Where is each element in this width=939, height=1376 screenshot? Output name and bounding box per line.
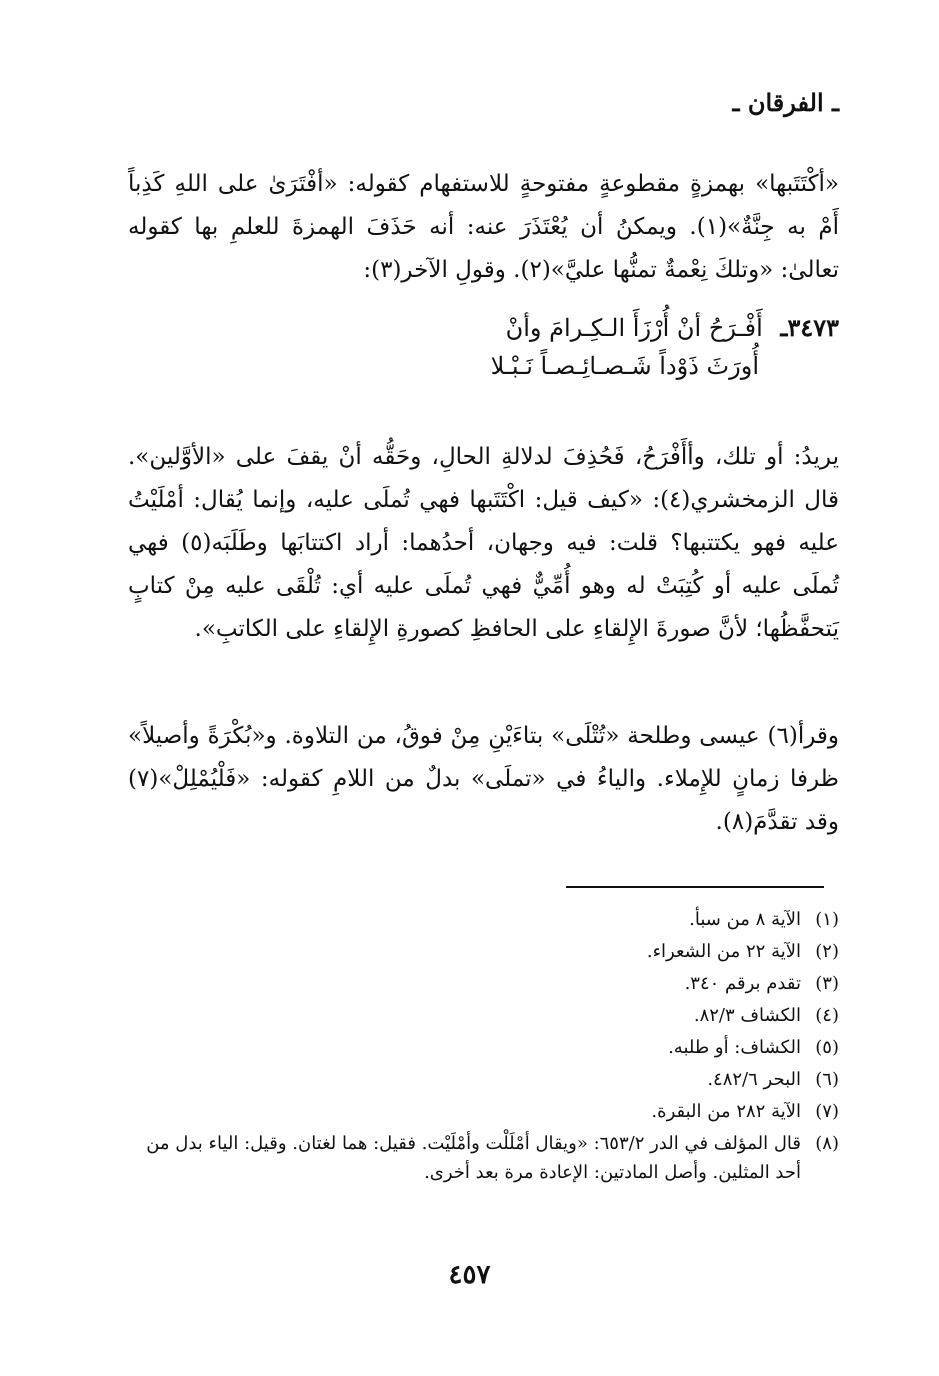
footnote-text: الآية ٢٨٢ من البقرة. bbox=[651, 1101, 801, 1122]
footnote-number: (٥) bbox=[815, 1037, 839, 1058]
paragraph-3: وقرأ(٦) عيسى وطلحة «تُتْلَى» بتاءَيْنِ مِنْ فوقُ، من التلاوة. و«بُكْرَةً وأصيلاً» ظرفا زمانٍ للإِملاء. والياءُ في «تملَى» بدلٌ من اللامِ كقوله: «فَلْيُمْلِلْ»(٧) وقد تقدَّمَ(٨). bbox=[128, 723, 839, 835]
verse-line-1 bbox=[150, 313, 839, 342]
verse-line-2 bbox=[150, 352, 839, 380]
footnote bbox=[128, 1065, 839, 1094]
verse-first-hemistich: أَفْـرَحُ أنْ أُرْزَأَ الـكِـرامَ وأنْ bbox=[505, 314, 763, 342]
footnote-text: الآية ٢٢ من الشعراء. bbox=[646, 941, 801, 962]
paragraph-2: يريدُ: أو تلك، وأأَفْرَحُ، فَحُذِفَ لدلالةِ الحالِ، وحَقُّه أنْ يقفَ على «الأوَّلين». قال الزمخشري(٤): «كيف قيل: اكْتَتَبها فهي تُملَى عليه، وإنما يُقال: أمْلَيْتُ عليه فهو يكتتبها؟ قلت: فيه وجهان، أحدُهما: أراد اكتتابَها وطَلَبَه(٥) فهي تُملَى عليه أو كُتِبَتْ له وهو أُمِّيٌّ فهي تُملَى عليه أي: تُلْقَى عليه مِنْ كتابٍ يَتحفَّظُها؛ لأنَّ صورةَ الإِلقاءِ على الحافظِ كصورةِ الإِلقاءِ على الكاتبِ». bbox=[128, 444, 839, 642]
footnote bbox=[128, 1033, 839, 1062]
footnote-text: الكشاف ٨٢/٣. bbox=[693, 1005, 801, 1026]
footnote bbox=[128, 1129, 839, 1187]
footnote-text: الكشاف: أو طلبه. bbox=[668, 1037, 801, 1058]
page-number: ٤٥٧ bbox=[448, 1260, 491, 1290]
footnote-number: (٢) bbox=[815, 941, 839, 962]
footnote-number: (٣) bbox=[815, 973, 839, 994]
footnote-text: تقدم برقم ٣٤٠. bbox=[684, 973, 801, 994]
footnote bbox=[128, 1001, 839, 1030]
footnote-text: البحر ٤٨٢/٦. bbox=[707, 1069, 801, 1090]
running-header: ـ الفرقان ـ bbox=[732, 88, 839, 117]
footnotes bbox=[128, 905, 839, 1190]
footnote bbox=[128, 1097, 839, 1126]
verse-number: ٣٤٧٣ـ bbox=[780, 313, 839, 342]
footnote-number: (٨) bbox=[815, 1133, 839, 1154]
footnote-number: (٧) bbox=[815, 1101, 839, 1122]
footnote-number: (١) bbox=[815, 909, 839, 930]
footnote bbox=[128, 969, 839, 998]
footnote bbox=[128, 937, 839, 966]
verse-second-hemistich: أُورَثَ ذَوْداً شَـصـائِـصـاً نَـبْـلا bbox=[490, 352, 759, 380]
paragraph-1: «أكْتَتَبها» بهمزةٍ مقطوعةٍ مفتوحةٍ للاستفهام كقوله: «أفْتَرَىٰ على اللهِ كَذِباً أَمْ به جِنَّةٌ»(١). ويمكنُ أن يُعْتَذَرَ عنه: أنه حَذَفَ الهمزةَ للعلمِ بها كقوله تعالىٰ: «وتلكَ نِعْمةٌ تمنُّها عليَّ»(٢). وقولِ الآخر(٣): bbox=[128, 171, 839, 283]
footnote-number: (٤) bbox=[815, 1005, 839, 1026]
footnote bbox=[128, 905, 839, 934]
footnote-number: (٦) bbox=[815, 1069, 839, 1090]
footnote-text: قال المؤلف في الدر ٦٥٣/٢: «ويقال أمْلَلْت وأمْلَيْت. فقيل: هما لغتان. وقيل: الياء بدل من أحد المثلين. وأصل المادتين: الإعادة مرة بعد أخرى. bbox=[146, 1133, 801, 1183]
footnote-separator bbox=[566, 886, 824, 888]
footnote-text: الآية ٨ من سبأ. bbox=[689, 909, 801, 930]
